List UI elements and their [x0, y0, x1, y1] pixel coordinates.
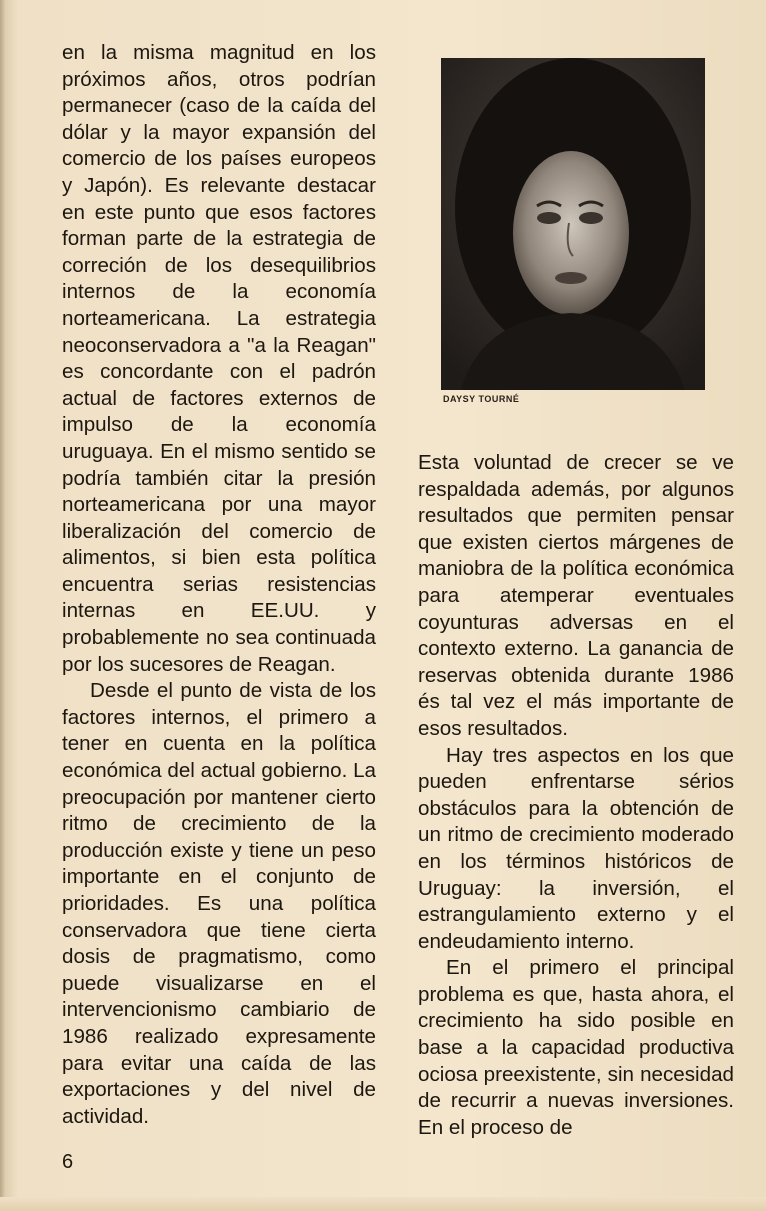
left-paragraph-1: en la misma magnitud en los próximos años, otros podrían permanecer (caso de la caída del dólar y la mayor expansión del comercio de los países europeos y Japón). Es relevante destacar en este punto que esos factores forman parte de la estrategia de correción de los desequilibrios internos de la economía norteamericana. La estrategia neoconservadora a "a la Reagan" es concordante con el padrón actual de factores externos de impulso de la economía uruguaya. En el mismo sentido se podría también citar la presión norteamericana por una mayor liberalización del comercio de alimentos, si bien esta política encuentra serias resistencias internas en EE.UU. y probablemente no sea continuada por los sucesores de Reagan. [62, 41, 376, 676]
page-edge-bottom [0, 1197, 766, 1211]
right-column [418, 450, 734, 1141]
portrait-photo [441, 58, 705, 390]
page-edge-left [0, 0, 6, 1211]
right-paragraph-1: Esta voluntad de crecer se ve respaldada además, por algunos resultados que permiten pensar que existen ciertos márgenes de maniobra de la política económica para atemperar eventuales coyunturas adversas en el contexto externo. La ganancia de reservas obtenida durante 1986 és tal vez el más importante de esos resultados. [418, 451, 734, 740]
left-paragraph-2: Desde el punto de vista de los factores internos, el primero a tener en cuenta en la política económica del actual gobierno. La preocupación por mantener cierto ritmo de crecimiento de la producción existe y tiene un peso importante en el conjunto de prioridades. Es una política conservadora que tiene cierta dosis de pragmatismo, como puede visualizarse en el intervencionismo cambiario de 1986 realizado expresamente para evitar una caída de las exportaciones y del nivel de actividad. [62, 679, 376, 1128]
right-paragraph-2: Hay tres aspectos en los que pueden enfrentarse sérios obstáculos para la obtención de un ritmo de crecimiento moderado en los términos históricos de Uruguay: la inversión, el estrangulamiento externo y el endeudamiento interno. [418, 743, 734, 953]
photo-caption: DAYSY TOURNÉ [443, 394, 520, 404]
right-paragraph-3: En el primero el principal problema es que, hasta ahora, el crecimiento ha sido posible en base a la capacidad productiva ociosa preexistente, sin necesidad de recurrir a nuevas inversiones. En el proceso de [418, 956, 734, 1139]
left-column [62, 40, 376, 1130]
portrait-image [441, 58, 705, 390]
page-number: 6 [62, 1151, 74, 1173]
